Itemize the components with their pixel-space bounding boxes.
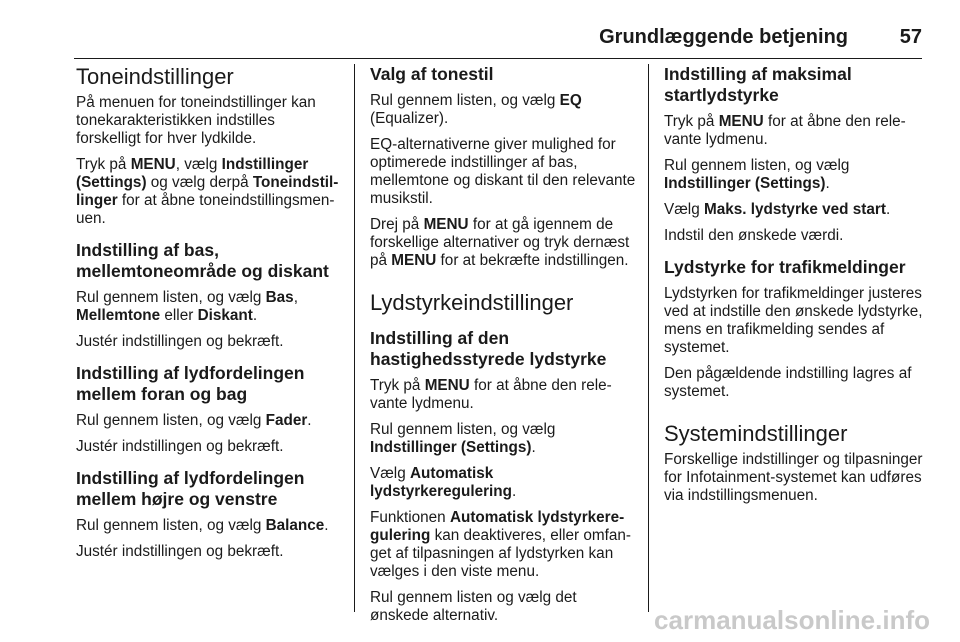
heading-fader: Indstilling af lydfordelingen mellem foran og bag [76,363,305,404]
paragraph: Rul gennem listen, og vælg Bas, Mellemtone eller Diskant. [76,289,298,324]
header-title: Grundlæggende betjening [599,26,848,48]
column-divider-1 [354,64,355,612]
paragraph: Lydstyrken for trafikmeldinger justeres ved at indstille den ønskede lydstyrke, mens en trafikmelding sendes af systemet. [664,285,923,356]
paragraph: Rul gennem listen, og vælg Fader. [76,412,312,429]
heading-toneindstillinger: Toneindstillinger [76,64,234,89]
column-3 [664,64,930,513]
heading-lydstyrke: Lydstyrkeindstillinger [370,290,574,315]
paragraph: Drej på MENU for at gå igennem de forskellige alternativer og tryk dernæst på MENU for at bekræfte indstillingen. [370,216,630,269]
paragraph: Justér indstillingen og bekræft. [76,333,284,350]
column-1 [76,64,342,569]
paragraph: Den pågældende indstilling lagres af systemet. [664,365,912,400]
paragraph: På menuen for toneindstillinger kan tonekarakteristikken indstilles forskelligt for hver lydkilde. [76,94,316,147]
paragraph: Tryk på MENU, vælg Indstillinger (Settings) og vælg derpå Toneindstillinger for at åbne toneindstillingsmenuen. [76,156,339,227]
column-divider-2 [648,64,649,612]
paragraph: Vælg Maks. lydstyrke ved start. [664,201,891,218]
paragraph: Funktionen Automatisk lydstyrkeregulering kan deaktiveres, eller omfanget af tilpasningen af lydstyrken kan vælges i den viste menu. [370,509,632,580]
paragraph: Rul gennem listen, og vælg Indstillinger (Settings). [370,421,556,456]
paragraph: Indstil den ønskede værdi. [664,227,844,244]
heading-balance: Indstilling af lydfordelingen mellem højre og venstre [76,468,305,509]
page-header [0,26,960,56]
heading-maks-start: Indstilling af maksimal startlydstyrke [664,64,852,105]
paragraph: Justér indstillingen og bekræft. [76,543,284,560]
paragraph: Tryk på MENU for at åbne den relevante lydmenu. [370,377,612,412]
heading-hastighed: Indstilling af den hastighedsstyrede lydstyrke [370,328,607,369]
paragraph: Rul gennem listen, og vælg Balance. [76,517,329,534]
header-rule [74,58,922,59]
paragraph: EQ-alternativerne giver mulighed for optimerede indstillinger af bas, mellemtone og diskant til den relevante musikstil. [370,136,636,207]
paragraph: Justér indstillingen og bekræft. [76,438,284,455]
heading-system: Systemindstillinger [664,421,848,446]
heading-bas: Indstilling af bas, mellemtoneområde og diskant [76,240,329,281]
paragraph: Vælg Automatisk lydstyrkeregulering. [370,465,517,500]
paragraph: Rul gennem listen og vælg det ønskede alternativ. [370,589,577,624]
column-2 [370,64,636,633]
page-number: 57 [899,26,922,48]
heading-trafik: Lydstyrke for trafikmeldinger [664,257,906,277]
watermark: carmanualsonline.info [654,605,930,635]
paragraph: Tryk på MENU for at åbne den relevante lydmenu. [664,113,906,148]
paragraph: Rul gennem listen, og vælg EQ (Equalizer). [370,92,582,127]
paragraph: Forskellige indstillinger og tilpasninger for Infotainment-systemet kan udføres via indstillingsmenuen. [664,451,923,504]
heading-valg-tonestil: Valg af tonestil [370,64,494,84]
paragraph: Rul gennem listen, og vælg Indstillinger (Settings). [664,157,850,192]
